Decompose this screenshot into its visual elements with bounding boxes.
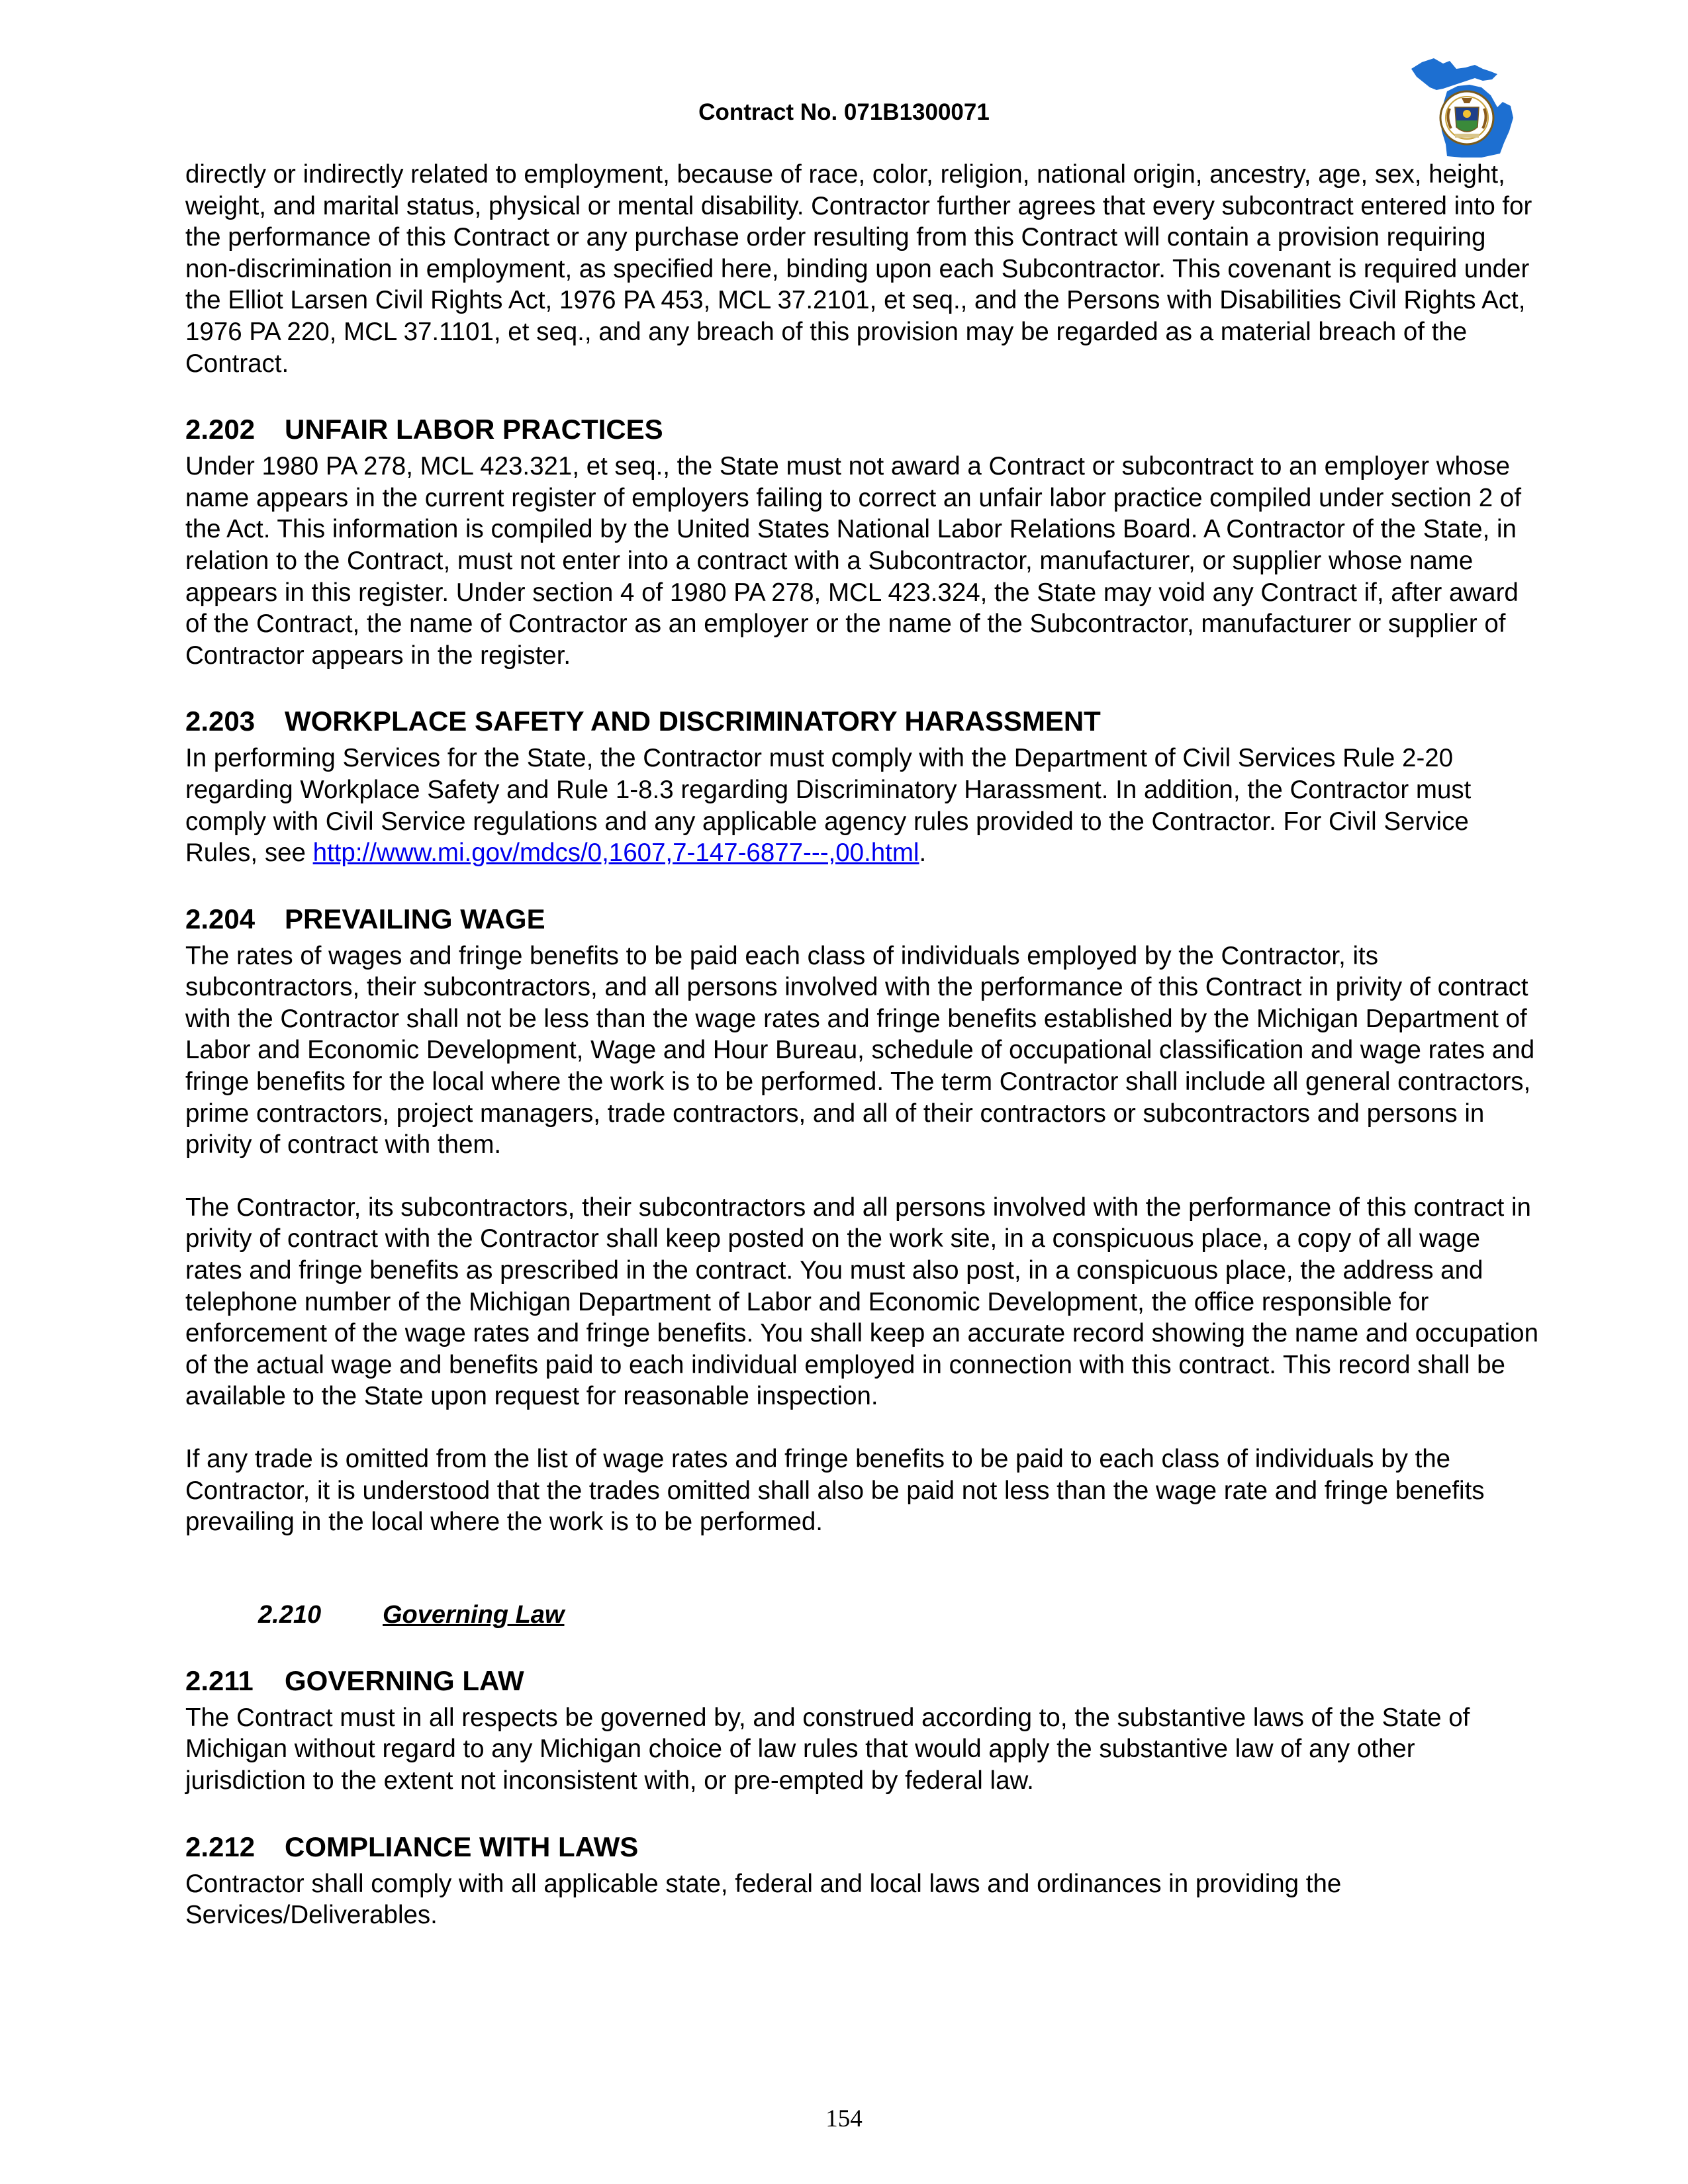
section-title: GOVERNING LAW [285,1664,524,1696]
section-number: 2.202 [185,414,256,445]
section-heading-2202 [185,412,1542,447]
section-number: 2.203 [185,705,256,737]
section-heading-2212 [185,1830,1542,1864]
workplace-safety-text-end: . [919,839,927,868]
compliance-with-laws-paragraph: Contractor shall comply with all applicable state, federal and local laws and ordinances in providing the Services/Deliverables. [185,1869,1342,1930]
governing-law-paragraph: The Contract must in all respects be governed by, and construed according to, the substantive laws of the State of Michigan without regard to any Michigan choice of law rules that would apply the substantive law of any other jurisdiction to the extent not inconsistent with, or pre-empted by federal law. [185,1703,1470,1795]
section-number: 2.204 [185,903,256,934]
page-number: 154 [825,2105,863,2132]
workplace-safety-text: In performing Services for the State, the Contractor must comply with the Department of Civil Services Rule 2-20 regarding Workplace Safety and Rule 1-8.3 regarding Discriminatory Harassment. In addition, the Contractor must comply with Civil Service regulations and any applicable agency rules provided to the Contractor. For Civil Service Rules, see [185,744,1472,868]
section-heading-2203 [185,704,1542,739]
section-heading-2211 [185,1664,1542,1698]
civil-service-rules-link[interactable]: http://www.mi.gov/mdcs/0,1607,7-147-6877---,00.html [312,839,919,868]
prevailing-wage-paragraph-1: The rates of wages and fringe benefits to be paid each class of individuals employed by the Contractor, its subcontractors, their subcontractors, and all persons involved with the performance of this Contract in privity of contract with the Contractor shall not be less than the wage rates and fringe benefits established by the Michigan Department of Labor and Economic Development, Wage and Hour Bureau, schedule of occupational classification and wage rates and fringe benefits for the local where the work is to be performed. The term Contractor shall include all general contractors, prime contractors, project managers, trade contractors, and all of their contractors or subcontractors and persons in privity of contract with them. [185,941,1535,1160]
section-number: 2.212 [185,1831,256,1862]
section-title: WORKPLACE SAFETY AND DISCRIMINATORY HARASSMENT [285,705,1101,737]
unfair-labor-practices-paragraph: Under 1980 PA 278, MCL 423.321, et seq., the State must not award a Contract or subcontract to an employer whose name appears in the current register of employers failing to correct an unfair labor practice compiled under section 2 of the Act. This information is compiled by the United States National Labor Relations Board. A Contractor of the State, in relation to the Contract, must not enter into a contract with a Subcontractor, manufacturer, or supplier whose name appears in this register. Under section 4 of 1980 PA 278, MCL 423.324, the State may void any Contract if, after award of the Contract, the name of Contractor as an employer or the name of the Subcontractor, manufacturer or supplier of Contractor appears in the register. [185,452,1522,670]
section-title: UNFAIR LABOR PRACTICES [285,414,663,445]
section-title: COMPLIANCE WITH LAWS [285,1831,639,1862]
prevailing-wage-paragraph-2: The Contractor, its subcontractors, their subcontractors and all persons involved with the performance of this contract in privity of contract with the Contractor shall keep posted on the work site, in a conspicuous place, a copy of all wage rates and fringe benefits as prescribed in the contract. You must also post, in a conspicuous place, the address and telephone number of the Michigan Department of Labor and Economic Development, the office responsible for enforcement of the wage rates and fringe benefits. You shall keep an accurate record showing the name and occupation of the actual wage and benefits paid to each individual employed in connection with this contract. This record shall be available to the State upon request for reasonable inspection. [185,1193,1538,1411]
section-heading-2204 [185,902,1542,936]
subsection-title: Governing Law [383,1600,565,1629]
section-title: PREVAILING WAGE [285,903,545,934]
subsection-number: 2.210 [258,1600,322,1629]
document-body [185,159,1542,1931]
section-number: 2.211 [185,1664,254,1696]
michigan-state-seal-icon [1409,54,1523,160]
contract-number-header: Contract No. 071B1300071 [698,99,990,125]
prevailing-wage-paragraph-3: If any trade is omitted from the list of wage rates and fringe benefits to be paid to each class of individuals by the Contractor, it is understood that the trades omitted shall also be paid not less than the wage rate and fringe benefits prevailing in the local where the work is to be performed. [185,1445,1485,1537]
subsection-heading-2210 [258,1599,1542,1631]
workplace-safety-paragraph [185,743,1542,868]
intro-paragraph: directly or indirectly related to employment, because of race, color, religion, national origin, ancestry, age, sex, height, weight, and marital status, physical or mental disability. Contractor further agrees that every subcontract entered into for the performance of this Contract or any purchase order resulting from this Contract will contain a provision requiring non-discrimination in employment, as specified here, binding upon each Subcontractor. This covenant is required under the Elliot Larsen Civil Rights Act, 1976 PA 453, MCL 37.2101, et seq., and the Persons with Disabilities Civil Rights Act, 1976 PA 220, MCL 37.1101, et seq., and any breach of this provision may be regarded as a material breach of the Contract. [185,160,1532,378]
